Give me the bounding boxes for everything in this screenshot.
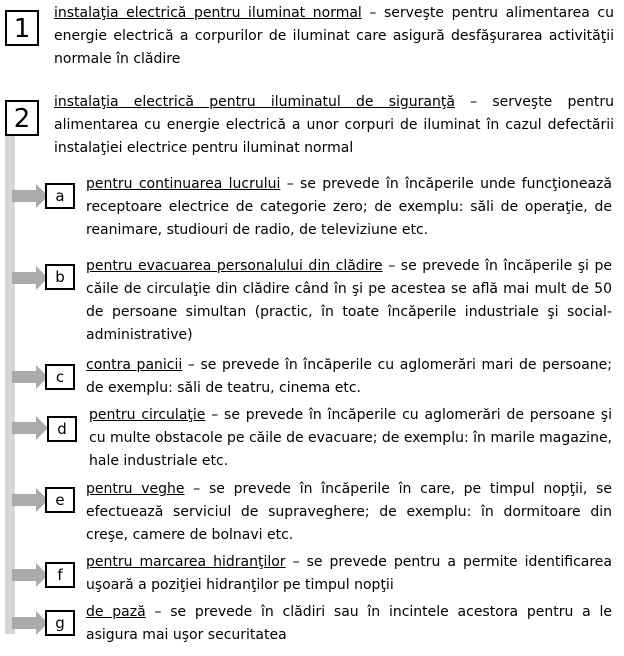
item-text: – se prevede în încăperile în care, pe timpul nopţii, se efectuează serviciul de supraveghere; de exemplu: în dormitoare din creşe, camere de bolnavi etc. [86,481,613,543]
section-paragraph [54,91,614,160]
item-letter-box: d [47,416,77,442]
item-term: contra panicii [86,357,183,373]
item-term: pentru evacuarea personalului din clădire [86,258,383,274]
item-term: pentru marcarea hidranţilor [86,554,286,570]
section-text: – serveşte pentru alimentarea cu energie electrică a unor corpuri de iluminat în cazul defectării instalaţiei electrice pentru iluminat normal [54,94,614,156]
item-letter-box: a [45,183,75,209]
item-term: pentru circulaţie [89,407,206,423]
item-paragraph [86,601,612,647]
item-text: – se prevede în încăperile cu aglomerări mari de persoane; de exemplu: săli de teatru, cinema etc. [86,357,612,396]
arrow-icon [12,184,48,208]
section-number-box: 1 [5,10,39,46]
item-text: – se prevede în încăperile cu aglomerări de persoane şi cu multe obstacole pe căile de evacuare; de exemplu: în marile magazine, hale industriale etc. [89,407,613,469]
item-text: – se prevede pentru a permite identificarea uşoară a poziţiei hidranţilor pe timpul nopţii [86,554,613,593]
arrow-icon [12,611,48,635]
item-letter-box: c [45,364,75,390]
item-paragraph [86,551,612,597]
item-letter-box: f [45,562,75,588]
arrow-icon [12,266,48,290]
section-number-box: 2 [5,100,39,136]
item-text: – se prevede în clădiri sau în incintele acestora pentru a le asigura mai uşor securitatea [86,604,612,643]
item-text: – se prevede în încăperile şi pe căile de circulaţie din clădire când în şi pe acestea se află mai mult de 50 de persoane simultan (practic, în toate încăperile industriale şi social-administrative) [86,258,612,343]
item-term: pentru continuarea lucrului [86,176,281,192]
arrow-icon [12,416,48,440]
item-paragraph [89,404,612,473]
item-letter-box: g [45,610,75,636]
item-paragraph [86,173,612,242]
item-letter-box: b [45,264,75,290]
item-term: pentru veghe [86,481,185,497]
item-paragraph [86,478,612,547]
item-text: – se prevede în încăperile unde funcţionează receptoare electrice de categorie zero; de exemplu: săli de operaţie, de reanimare, studiouri de radio, de televiziune etc. [86,176,612,238]
arrow-icon [12,563,48,587]
section-term: instalaţia electrică pentru iluminatul de siguranţă [54,94,455,110]
section-text: – serveşte pentru alimentarea cu energie electrică a corpurilor de iluminat care asigură desfăşurarea activităţii normale în clădire [54,5,615,67]
item-term: de pază [86,604,146,620]
item-paragraph [86,354,612,400]
arrow-icon [12,365,48,389]
item-paragraph [86,255,612,347]
item-letter-box: e [45,487,75,513]
arrow-icon [12,488,48,512]
section-paragraph [54,2,614,71]
section-term: instalaţia electrică pentru iluminat normal [54,5,362,21]
